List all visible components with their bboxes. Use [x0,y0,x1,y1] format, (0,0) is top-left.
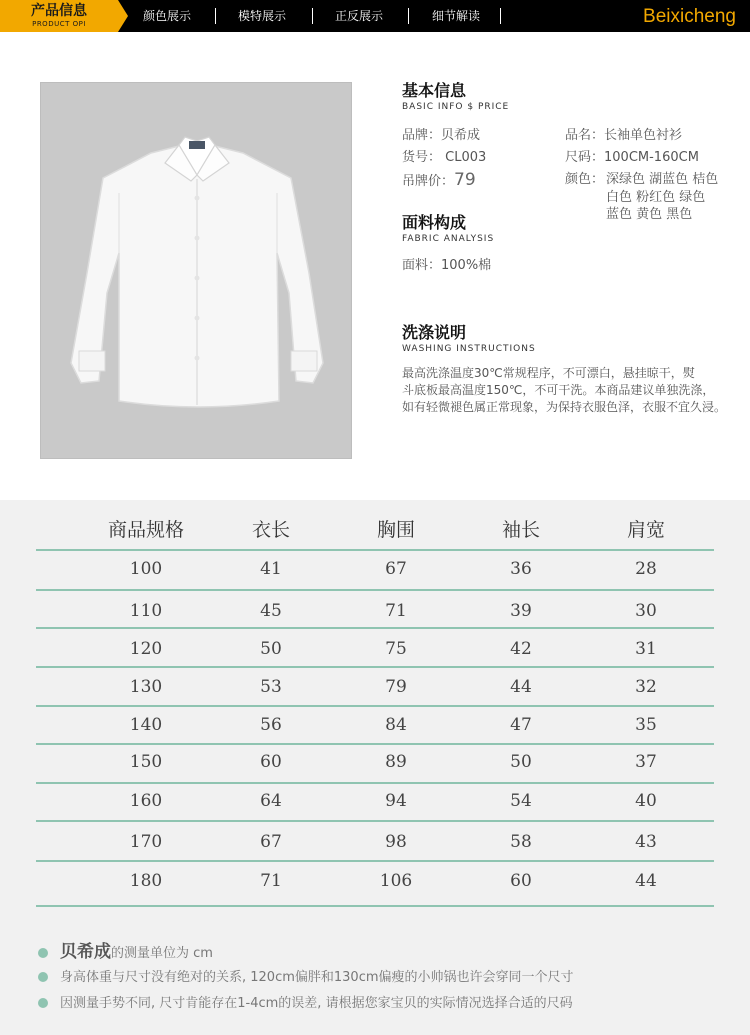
table-row-divider [36,860,714,862]
fabric-title: 面料构成 [402,213,467,232]
size-cell-sleeve: 47 [510,715,532,735]
bullet-dot [38,948,48,958]
size-cell-spec: 150 [129,752,163,772]
size-cell-sleeve: 44 [510,677,532,697]
size-cell-spec: 180 [129,871,163,891]
size-cell-length: 41 [260,559,282,579]
size-cell-spec: 130 [129,677,163,697]
size-cell-shoulder: 31 [635,639,657,659]
washing-instructions-text [402,365,742,416]
size-cell-sleeve: 58 [510,832,532,852]
size-cell-shoulder: 37 [635,752,657,772]
nav-divider [215,8,216,24]
size-cell-length: 56 [260,715,282,735]
size-cell-chest: 84 [385,715,407,735]
table-row-divider [36,743,714,745]
table-row-divider [36,589,714,591]
size-cell-shoulder: 30 [635,601,657,621]
size-cell-sleeve: 60 [510,871,532,891]
tab-product-subtitle: PRODUCT OPI [32,20,86,28]
size-cell-spec: 120 [129,639,163,659]
basic-info-subtitle: BASIC INFO $ PRICE [402,102,510,112]
size-cell-sleeve: 39 [510,601,532,621]
note-brand-name: 贝希成 [60,942,111,962]
table-row-divider [36,627,714,629]
size-cell-chest: 67 [385,559,407,579]
size-cell-length: 60 [260,752,282,772]
tab-arrow [118,0,128,32]
tab-product-title: 产品信息 [31,3,87,19]
size-cell-length: 71 [260,871,282,891]
price-value: 79 [454,170,476,190]
basic-info-section [402,80,742,113]
fabric-section [402,212,742,245]
size-cell-chest: 98 [385,832,407,852]
note-unit-text: 的测量单位为 cm [111,946,213,961]
washing-subtitle: WASHING INSTRUCTIONS [402,344,536,354]
size-cell-sleeve: 54 [510,791,532,811]
size-cell-sleeve: 36 [510,559,532,579]
size-cell-spec: 170 [129,832,163,852]
size-cell-length: 64 [260,791,282,811]
size-cell-length: 53 [260,677,282,697]
table-row-divider [36,549,714,551]
tab-color-display[interactable]: 颜色展示 [143,9,192,23]
note-unit [38,942,213,964]
size-header-spec: 商品规格 [107,519,184,541]
size-cell-spec: 100 [129,559,163,579]
note-tolerance-text: 因测量手势不同, 尺寸肯能存在1-4cm的误差, 请根据您家宝贝的实际情况选择合适的尺码 [60,996,573,1011]
washing-title: 洗涤说明 [402,323,467,342]
tab-model-display[interactable]: 模特展示 [238,9,287,23]
nav-divider [500,8,501,24]
size-header-chest: 胸围 [376,519,415,541]
size-cell-sleeve: 42 [510,639,532,659]
size-cell-chest: 75 [385,639,407,659]
tab-front-back-display[interactable]: 正反展示 [335,9,384,23]
nav-divider [408,8,409,24]
top-nav-bar [0,0,750,32]
size-cell-chest: 89 [385,752,407,772]
size-header-length: 衣长 [251,519,290,541]
size-header-sleeve: 袖长 [501,519,540,541]
tab-product-info[interactable] [0,0,118,32]
size-header-shoulder: 肩宽 [626,519,665,541]
size-cell-spec: 160 [129,791,163,811]
sku-field: 货号： CL003 [402,150,487,165]
nav-divider [312,8,313,24]
size-cell-shoulder: 35 [635,715,657,735]
size-cell-length: 45 [260,601,282,621]
price-label: 吊牌价： [402,174,455,189]
size-cell-length: 50 [260,639,282,659]
basic-info-title: 基本信息 [402,81,467,100]
washing-line-1: 最高洗涤温度30℃常规程序，不可漂白，悬挂晾干，熨 [402,366,695,380]
washing-section [402,322,742,355]
color-options-line-2: 白色 粉红色 绿色 [606,190,706,205]
size-cell-shoulder: 28 [635,559,657,579]
size-cell-chest: 94 [385,791,407,811]
size-cell-chest: 106 [379,871,413,891]
table-row-divider [36,820,714,822]
brand-logo: Beixicheng [643,6,736,27]
tab-detail-display[interactable]: 细节解读 [432,9,481,23]
color-options-line-1: 深绿色 湖蓝色 桔色 [606,172,719,187]
size-cell-shoulder: 43 [635,832,657,852]
price-field [402,170,476,192]
size-cell-shoulder: 44 [635,871,657,891]
size-cell-spec: 110 [129,601,163,621]
fabric-subtitle: FABRIC ANALYSIS [402,234,495,244]
size-cell-length: 67 [260,832,282,852]
brand-field: 品牌：贝希成 [402,128,481,143]
product-photo [40,82,352,459]
size-range-field: 尺码：100CM-160CM [565,150,699,165]
size-cell-chest: 79 [385,677,407,697]
note-fit-text: 身高体重与尺寸没有绝对的关系, 120cm偏胖和130cm偏瘦的小帅锅也许会穿同一个尺寸 [60,970,574,985]
table-row-divider [36,782,714,784]
washing-line-3: 如有轻微褪色属正常现象，为保持衣服色泽，衣服不宜久浸。 [402,400,727,414]
table-row-divider [36,666,714,668]
size-cell-chest: 71 [385,601,407,621]
color-options-line-3: 蓝色 黄色 黑色 [606,207,693,222]
fabric-composition: 面料：100%棉 [402,258,492,273]
washing-line-2: 斗底板最高温度150℃，不可干洗。本商品建议单独洗涤， [402,383,715,397]
size-cell-shoulder: 40 [635,791,657,811]
product-name-field: 品名：长袖单色衬衫 [565,128,683,143]
bullet-dot [38,998,48,1008]
white-shirt-image [41,83,353,460]
size-cell-shoulder: 32 [635,677,657,697]
table-row-divider [36,905,714,907]
table-row-divider [36,705,714,707]
color-label: 颜色： [565,172,605,187]
size-cell-spec: 140 [129,715,163,735]
note-tolerance [38,994,573,1014]
note-fit [38,968,574,988]
size-cell-sleeve: 50 [510,752,532,772]
bullet-dot [38,972,48,982]
